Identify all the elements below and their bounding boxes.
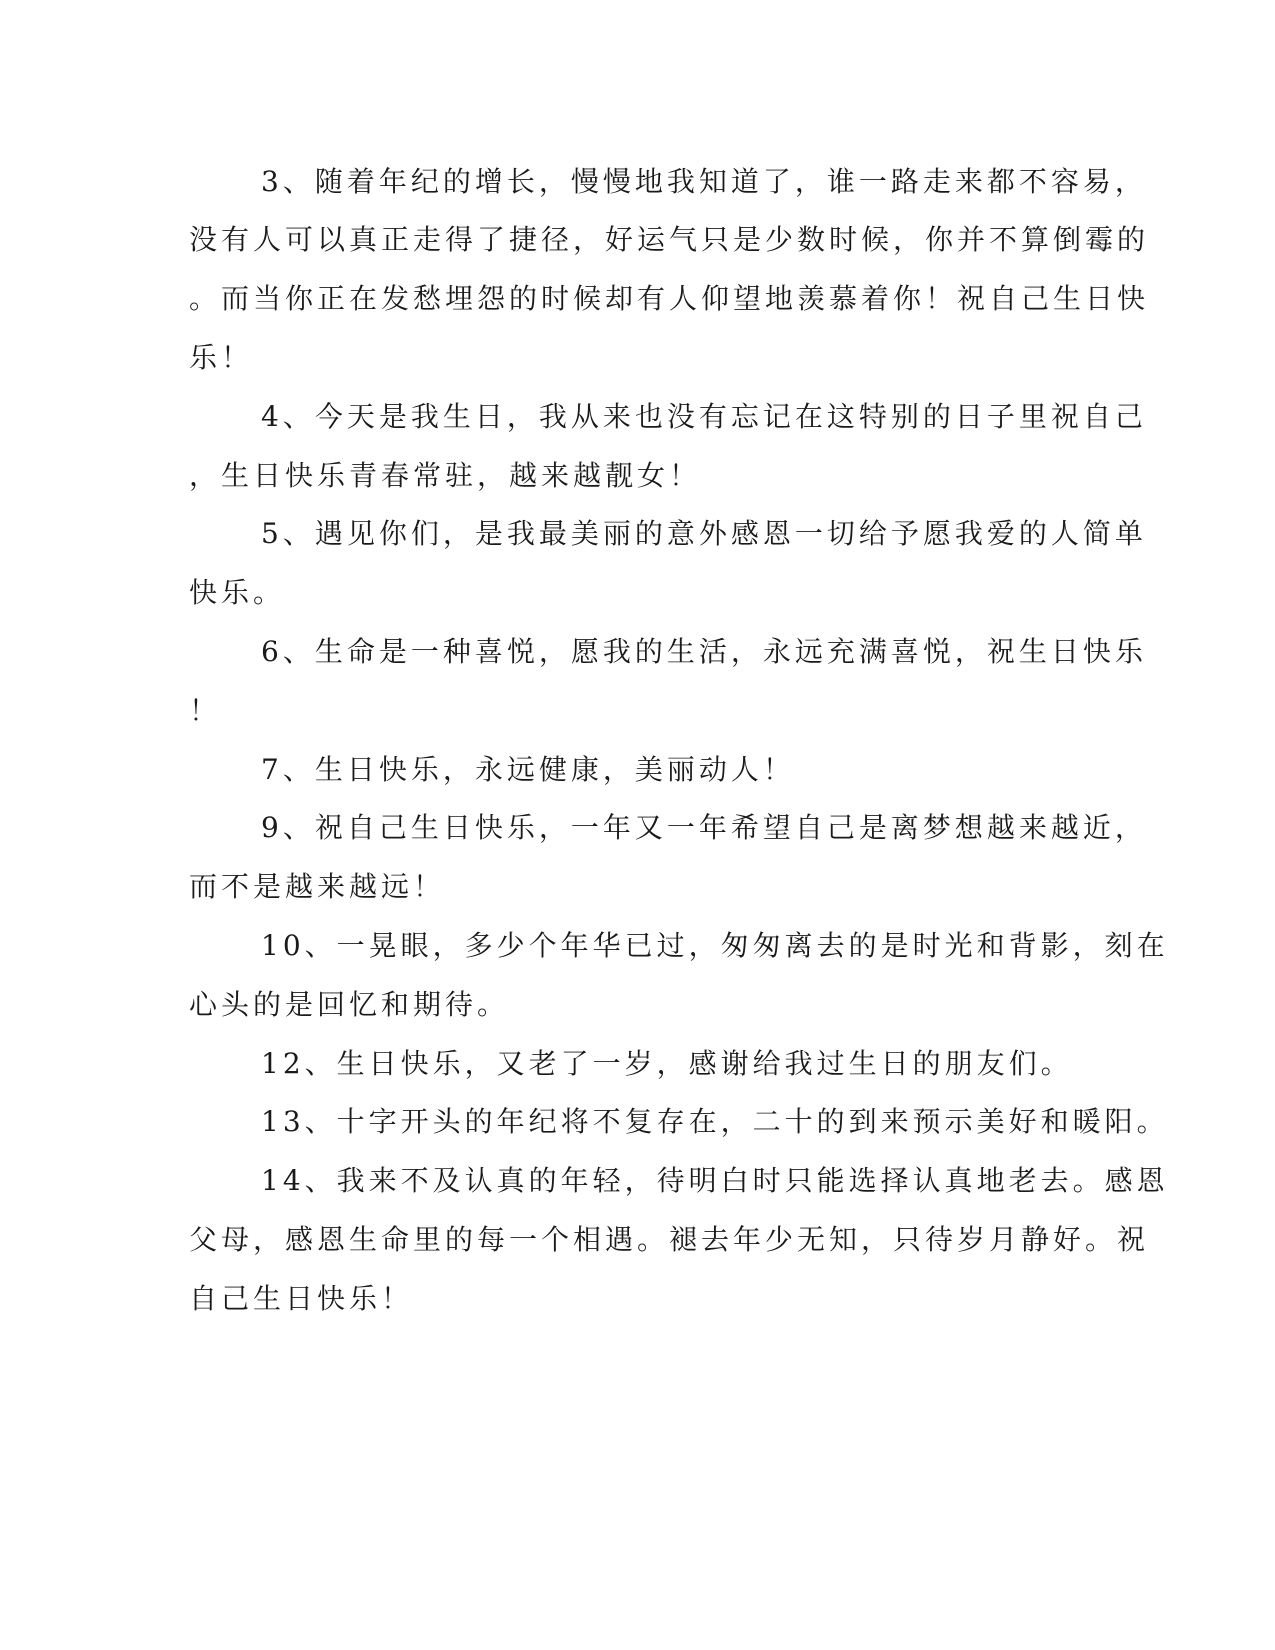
text-line: 14、我来不及认真的年轻，待明白时只能选择认真地老去。感恩: [261, 1164, 1169, 1197]
text-line: 6、生命是一种喜悦，愿我的生活，永远充满喜悦，祝生日快乐: [261, 635, 1147, 668]
text-line: ！: [189, 694, 222, 727]
text-line: 而不是越来越远！: [189, 870, 446, 903]
text-line: 10、一晃眼，多少个年华已过，匆匆离去的是时光和背影，刻在: [261, 929, 1169, 962]
text-line: 。而当你正在发愁埋怨的时候却有人仰望地羡慕着你！祝自己生日快: [189, 282, 1150, 315]
text-line: 3、随着年纪的增长，慢慢地我知道了，谁一路走来都不容易，: [261, 165, 1147, 198]
text-line: 5、遇见你们，是我最美丽的意外感恩一切给予愿我爱的人简单: [261, 517, 1147, 550]
text-line: 7、生日快乐，永远健康，美丽动人！: [261, 753, 795, 786]
text-line: 快乐。: [189, 576, 286, 609]
text-line: 没有人可以真正走得了捷径，好运气只是少数时候，你并不算倒霉的: [189, 223, 1150, 256]
text-line: ，生日快乐青春常驻，越来越靓女！: [189, 459, 702, 492]
text-line: 乐！: [189, 341, 254, 374]
text-line: 9、祝自己生日快乐，一年又一年希望自己是离梦想越来越近，: [261, 811, 1147, 844]
text-line: 12、生日快乐，又老了一岁，感谢给我过生日的朋友们。: [261, 1047, 1073, 1080]
text-line: 心头的是回忆和期待。: [189, 988, 510, 1021]
text-line: 4、今天是我生日，我从来也没有忘记在这特别的日子里祝自己: [261, 400, 1147, 433]
text-line: 父母，感恩生命里的每一个相遇。褪去年少无知，只待岁月静好。祝: [189, 1223, 1150, 1256]
text-line: 自己生日快乐！: [189, 1282, 414, 1315]
text-line: 13、十字开头的年纪将不复存在，二十的到来预示美好和暖阳。: [261, 1105, 1169, 1138]
